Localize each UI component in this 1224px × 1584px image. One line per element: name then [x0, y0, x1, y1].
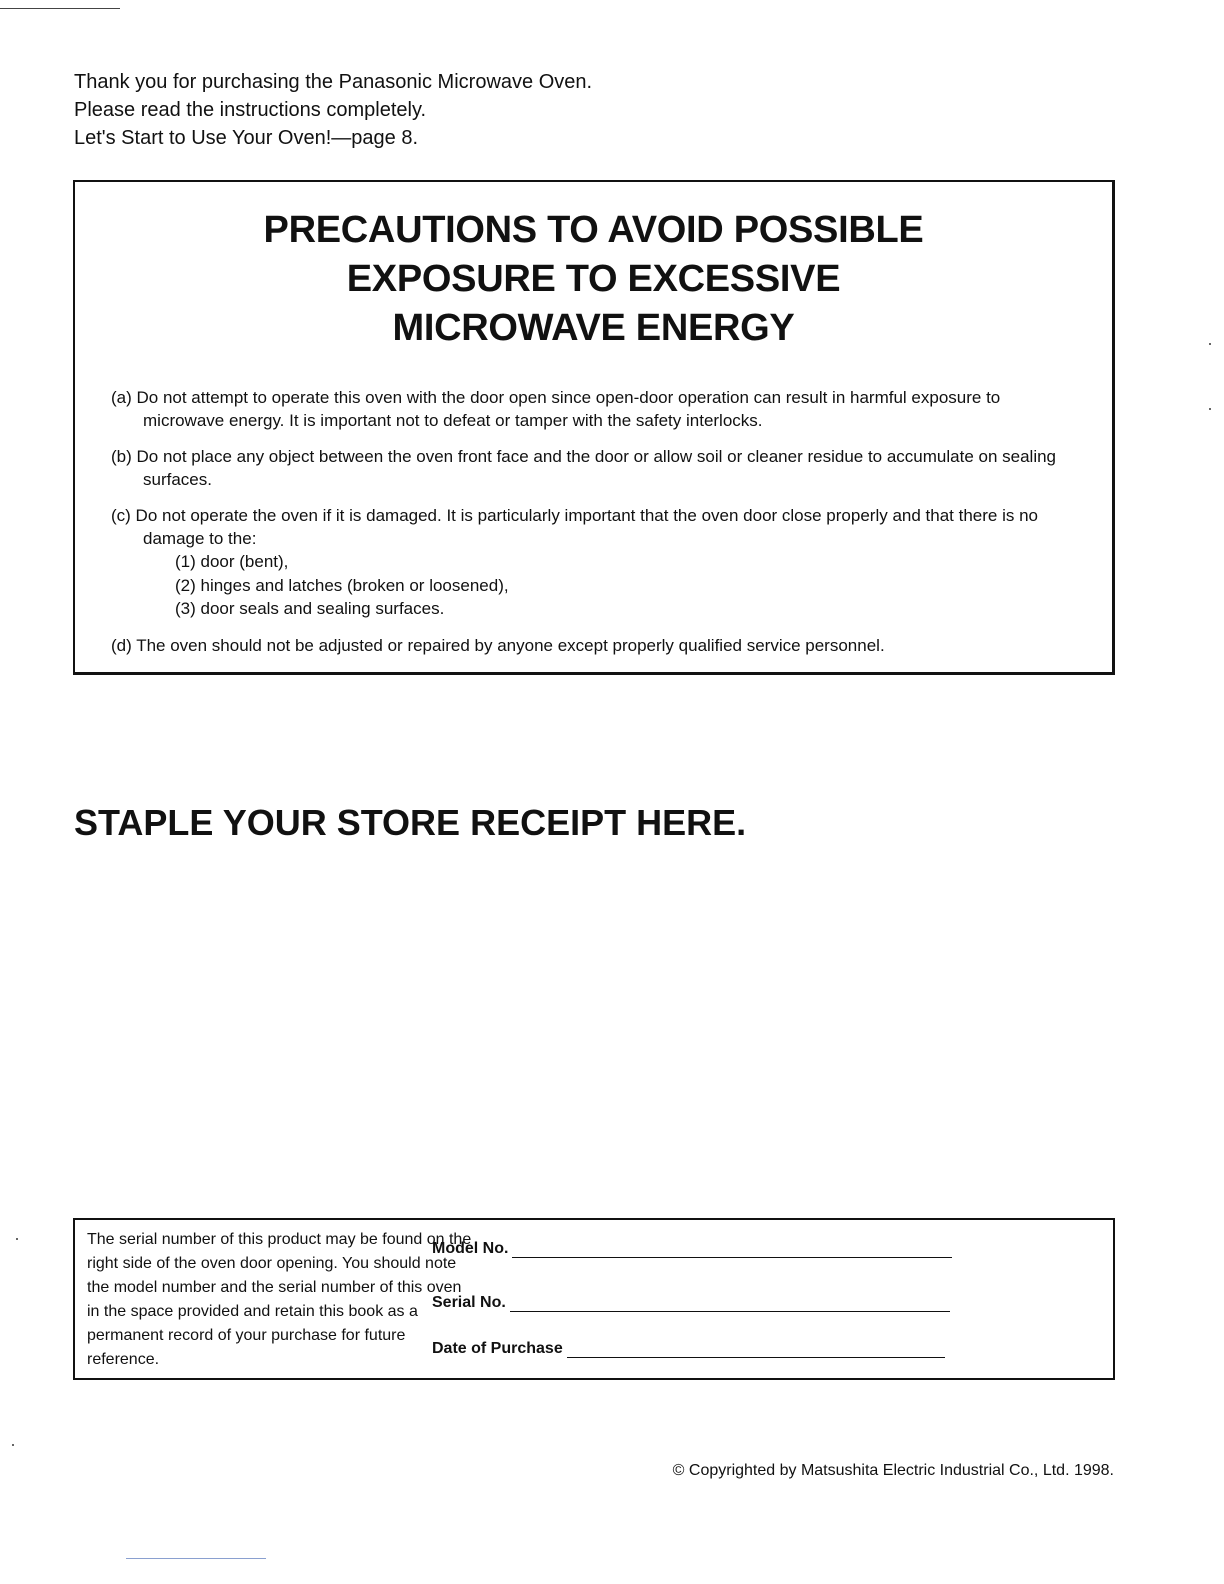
scan-mark	[12, 1444, 14, 1446]
precautions-title	[75, 182, 1112, 353]
precaution-text: (b) Do not place any object between the oven front face and the door or allow soil or cleaner residue to accumulate on sealing surfaces.	[111, 447, 1057, 489]
model-number-label: Model No.	[432, 1240, 509, 1257]
precaution-item-b	[111, 445, 1072, 491]
title-line: MICROWAVE ENERGY	[392, 307, 795, 349]
purchase-date-label: Date of Purchase	[432, 1340, 563, 1357]
precaution-text: (c) Do not operate the oven if it is damaged. It is particularly important that the oven door close properly and that there is no damage to the:	[111, 506, 1038, 548]
precautions-box	[73, 180, 1115, 675]
intro-line: Let's Start to Use Your Oven!—page 8.	[74, 127, 419, 149]
purchase-date-blank	[567, 1356, 945, 1358]
precautions-list	[111, 386, 1072, 670]
purchase-date-field	[432, 1340, 945, 1358]
scan-mark	[1209, 408, 1211, 410]
subitem: (2) hinges and latches (broken or loosened),	[175, 575, 509, 595]
intro-line: Please read the instructions completely.	[74, 99, 427, 121]
precaution-text: (a) Do not attempt to operate this oven with the door open since open-door operation can result in harmful exposure to microwave energy. It is important not to defeat or tamper with the safety interlocks.	[111, 388, 1001, 430]
model-number-blank	[512, 1256, 952, 1258]
precaution-item-a	[111, 386, 1072, 432]
precaution-item-d	[111, 634, 1072, 657]
serial-number-note: The serial number of this product may be found on the right side of the oven door opening. You should note the model number and the serial number of this oven in the space provided and retain this book as a permanent record of your purchase for future reference.	[87, 1231, 472, 1368]
precaution-subitems	[143, 550, 1072, 621]
title-line: PRECAUTIONS TO AVOID POSSIBLE	[263, 209, 924, 251]
precaution-text: (d) The oven should not be adjusted or repaired by anyone except properly qualified service personnel.	[111, 635, 885, 655]
serial-number-blank	[510, 1310, 950, 1312]
scan-mark	[1209, 343, 1211, 345]
copyright-notice: © Copyrighted by Matsushita Electric Industrial Co., Ltd. 1998.	[672, 1462, 1114, 1479]
subitem: (1) door (bent),	[175, 552, 289, 571]
serial-number-label: Serial No.	[432, 1294, 506, 1311]
serial-number-field	[432, 1294, 950, 1312]
scan-mark	[16, 1238, 18, 1240]
title-line: EXPOSURE TO EXCESSIVE	[346, 258, 841, 300]
subitem: (3) door seals and sealing surfaces.	[175, 599, 445, 618]
top-rule	[0, 8, 120, 9]
intro-line: Thank you for purchasing the Panasonic Microwave Oven.	[74, 71, 593, 93]
model-number-field	[432, 1240, 952, 1258]
bottom-rule	[126, 1558, 266, 1559]
intro-text	[74, 68, 592, 152]
staple-receipt-heading: STAPLE YOUR STORE RECEIPT HERE.	[74, 802, 747, 843]
precaution-item-c	[111, 504, 1072, 621]
